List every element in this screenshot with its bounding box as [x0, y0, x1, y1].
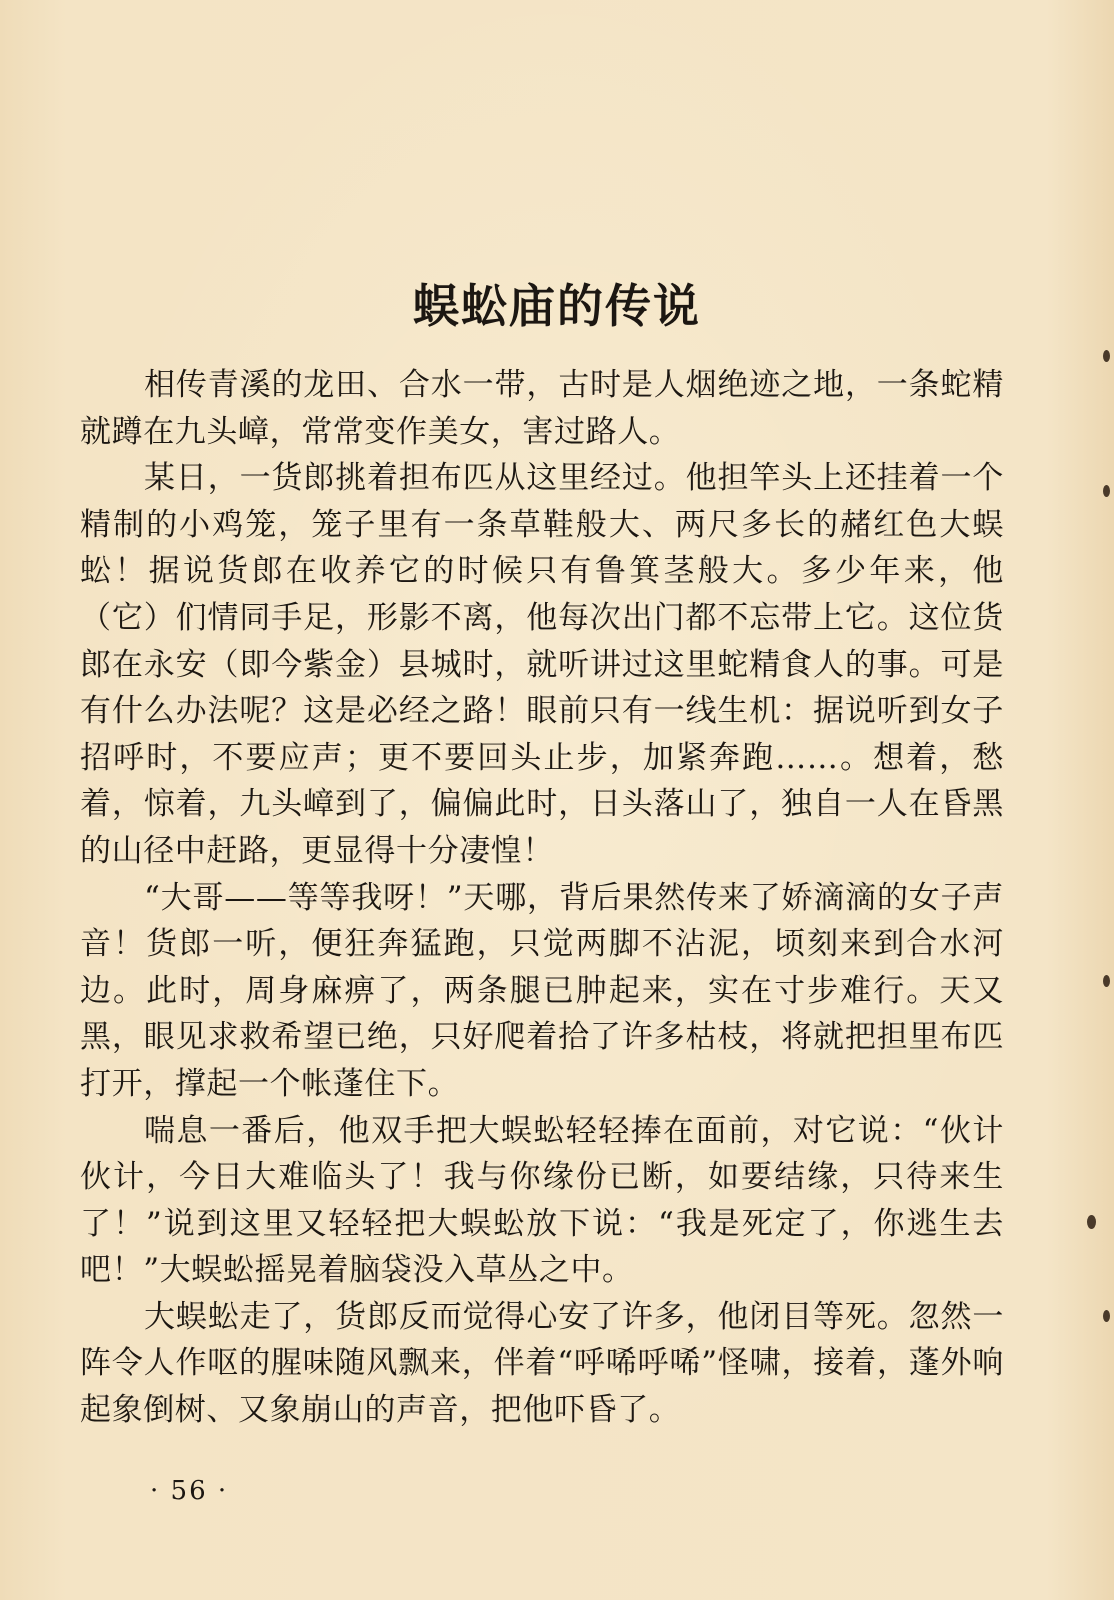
paragraph: “大哥——等等我呀！”天哪，背后果然传来了娇滴滴的女子声音！货郎一听，便狂奔猛跑，只觉两脚不沾泥，顷刻来到合水河边。此时，周身麻痹了，两条腿已肿起来，实在寸步难行。天又黑，眼见求救希望已绝，只好爬着拾了许多枯枝，将就把担里布匹打开，撑起一个帐蓬住下。 — [80, 879, 1004, 1102]
body-text — [80, 362, 1004, 1434]
binding-hole-mark — [1103, 350, 1110, 362]
paragraph: 相传青溪的龙田、合水一带，古时是人烟绝迹之地，一条蛇精就蹲在九头嶂，常常变作美女，害过路人。 — [80, 367, 1004, 450]
binding-hole-mark — [1103, 485, 1110, 497]
paragraph: 喘息一番后，他双手把大蜈蚣轻轻捧在面前，对它说：“伙计伙计，今日大难临头了！我与你缘份已断，如要结缘，只待来生了！”说到这里又轻轻把大蜈蚣放下说：“我是死定了，你逃生去吧！”大蜈蚣摇晃着脑袋没入草丛之中。 — [80, 1112, 1004, 1289]
paragraph: 大蜈蚣走了，货郎反而觉得心安了许多，他闭目等死。忽然一阵令人作呕的腥味随风飘来，伴着“呼唏呼唏”怪啸，接着，蓬外响起象倒树、又象崩山的声音，把他吓昏了。 — [80, 1298, 1004, 1429]
binding-hole-mark — [1103, 975, 1110, 987]
binding-hole-mark — [1087, 1215, 1096, 1229]
page-number: · 56 · — [150, 1476, 229, 1506]
binding-hole-mark — [1103, 1310, 1110, 1322]
chapter-title: 蜈蚣庙的传说 — [413, 278, 701, 333]
paragraph: 某日，一货郎挑着担布匹从这里经过。他担竿头上还挂着一个精制的小鸡笼，笼子里有一条草鞋般大、两尺多长的赭红色大蜈蚣！据说货郎在收养它的时候只有鲁箕茎般大。多少年来，他（它）们情同手足，形影不离，他每次出门都不忘带上它。这位货郎在永安（即今紫金）县城时，就听讲过这里蛇精食人的事。可是有什么办法呢？这是必经之路！眼前只有一线生机：据说听到女子招呼时，不要应声；更不要回头止步，加紧奔跑……。想着，愁着，惊着，九头嶂到了，偏偏此时，日头落山了，独自一人在昏黑的山径中赶路，更显得十分凄惶！ — [80, 460, 1004, 869]
